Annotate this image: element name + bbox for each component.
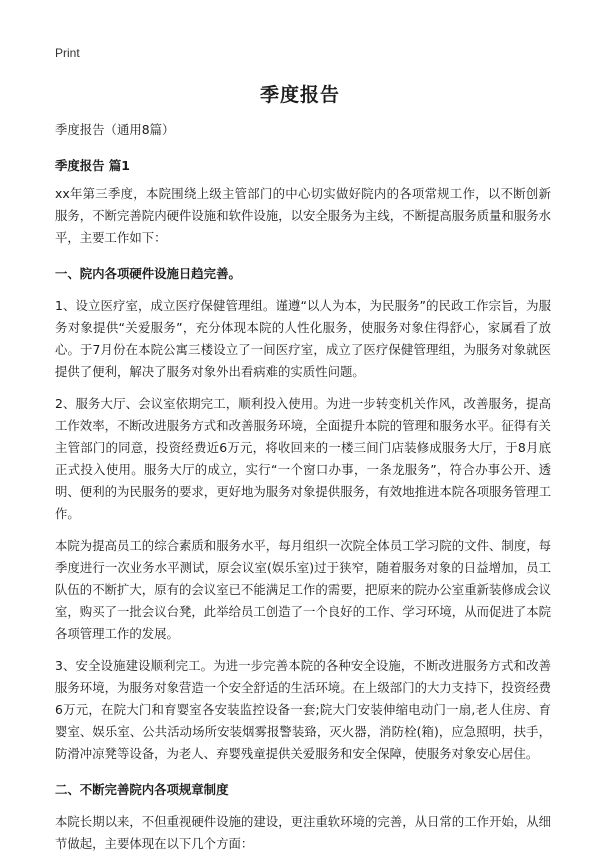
paragraph-soft-environment: 本院长期以来，不但重视硬件设施的建设，更注重软环境的完善，从日常的工作开始，从细节做起，主要体现在以下几个方面： xyxy=(55,814,551,851)
document-title: 季度报告 xyxy=(259,84,340,106)
intro-paragraph: xx年第三季度，本院围绕上级主管部门的中心切实做好院内的各项常规工作，以不断创新服务，不断完善院内硬件设施和软件设施，以安全服务为主线，不断提高服务质量和服务水平，主要工作如下： xyxy=(55,186,551,245)
paragraph-medical-room: 1、设立医疗室，成立医疗保健管理组。谨遵“以人为本，为民服务”的民政工作宗旨，为服务对象提供“关爱服务”，充分体现本院的人性化服务，使服务对象住得舒心，家属看了放心。于7月份在本院公寓三楼设立了一间医疗室，成立了医疗保健管理组，为服务对象就医提供了便利，解决了服务对象外出看病难的实质性问题。 xyxy=(55,298,551,379)
paragraph-safety: 3、安全设施建设顺利完工。为进一步完善本院的各种安全设施，不断改进服务方式和改善服务环境，为服务对象营造一个安全舒适的生活环境。在上级部门的大力支持下，投资经费6万元，在院大门和育婴室各安装监控设备一套;院大门安装伸缩电动门一扇,老人住房、育婴室、娱乐室、公共活动场所安装烟雾报警装臵，灭火器，消防栓(箱)，应急照明，扶手，防滑冲凉凳等设备，为老人、弃婴残童提供关爱服务和安全保障，使服务对象安心居住。 xyxy=(55,658,551,761)
paragraph-training: 本院为提高员工的综合素质和服务水平，每月组织一次院全体员工学习院的文件、制度，每季度进行一次业务水平测试，原会议室(娱乐室)过于狭窄，随着服务对象的日益增加，员工队伍的不断扩大，原有的会议室已不能满足工作的需要，把原来的院办公室重新装修成会议室，购买了一批会议台凳，此举给员工创造了一个良好的工作、学习环境，从而促进了本院各项管理工作的发展。 xyxy=(55,538,551,641)
document-subtitle: 季度报告（通用8篇） xyxy=(55,122,175,137)
print-label: Print xyxy=(55,46,80,60)
document-body xyxy=(55,119,551,855)
paragraph-service-hall: 2、服务大厅、会议室依期完工，顺利投入使用。为进一步转变机关作风，改善服务，提高工作效率，不断改进服务方式和改善服务环境，全面提升本院的管理和服务水平。征得有关主管部门的同意，投资经费近6万元，将收回来的一楼三间门店装修成服务大厅，于8月底正式投入使用。服务大厅的成立，实行“一个窗口办事，一条龙服务”，符合办事公开、透明、便利的为民服务的要求，更好地为服务对象提供服务，有效地推进本院各项服务管理工作。 xyxy=(55,396,551,521)
heading-rules: 二、不断完善院内各项规章制度 xyxy=(55,782,229,797)
section-title: 季度报告 篇1 xyxy=(55,158,130,173)
heading-hardware: 一、院内各项硬件设施日趋完善。 xyxy=(55,266,241,281)
